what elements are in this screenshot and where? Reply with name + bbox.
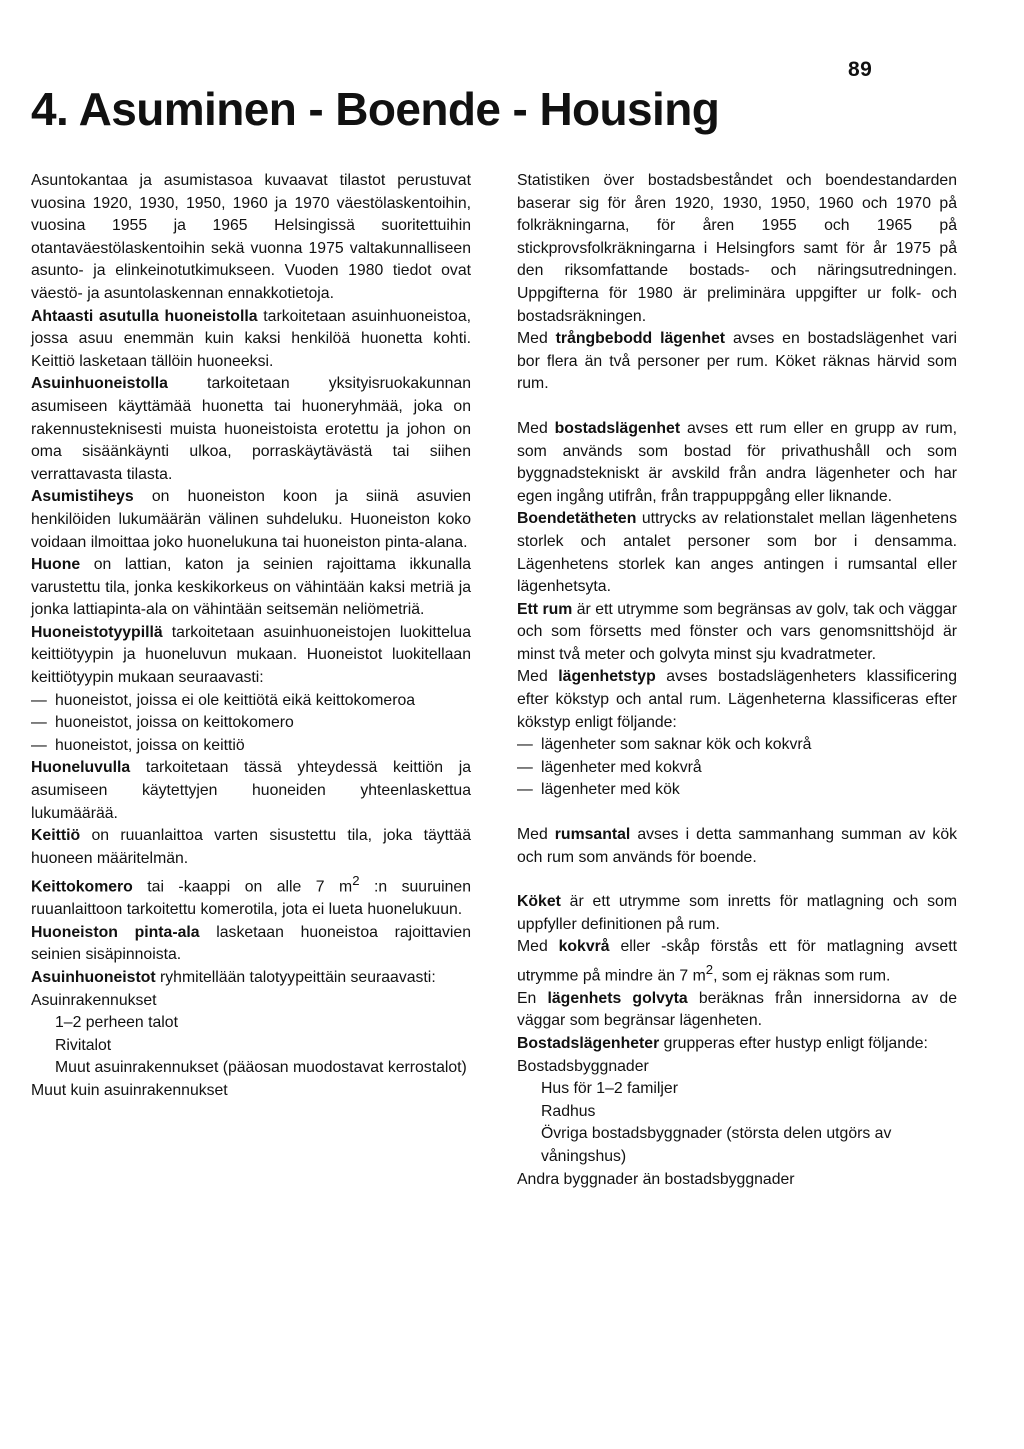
list-heading: Asuinrakennukset: [31, 991, 157, 1009]
dash-icon: —: [31, 691, 47, 709]
fi-term: Asumistiheys: [31, 488, 134, 506]
list-item: Andra byggnader än bostadsbyggnader: [517, 1170, 795, 1188]
list-item: Muut kuin asuinrakennukset: [31, 1082, 228, 1100]
fi-term: Huoneluvulla: [31, 759, 131, 777]
fi-definition-huoneluku: Huoneluvulla tarkoitetaan tässä yhteydessä keittiön ja asumiseen käytettyjen huoneiden yhteenlaskettua lukumäärää.: [31, 759, 471, 822]
swedish-column: [517, 170, 957, 1191]
sv-term: rumsantal: [554, 826, 631, 844]
fi-term: Asuinhuoneistolla: [31, 375, 168, 393]
sv-term: Boendetätheten: [517, 510, 637, 528]
sv-definition-lagenhetstyp: Med lägenhetstyp avses bostadslägenheters klassificering efter kökstyp och antal rum. Lägenheterna klassificeras efter kökstyp enligt följande:: [517, 668, 957, 731]
sv-term: lägenhets golvyta: [547, 989, 688, 1007]
fi-term: Huoneiston pinta-ala: [31, 923, 200, 941]
sv-definition-kokvra: Med kokvrå eller -skåp förstås ett för matlagning avsett utrymme på mindre än 7 $m^2$, som ej räknas som rum.: [517, 938, 957, 985]
list-item: Rivitalot: [55, 1036, 112, 1054]
fi-definition-huone: Huone on lattian, katon ja seinien rajoittama ikkunalla varustettu tila, jonka keskikorkeus on vähintään kaksi metriä ja jonka lattiapinta-ala on vähintään seitsemän neliömetriä.: [31, 556, 471, 619]
list-item: — lägenheter med kök: [517, 779, 957, 802]
dash-icon: —: [517, 758, 533, 776]
fi-definition-huoneistotyyppi: Huoneistotyypillä tarkoitetaan asuinhuoneistojen luokittelua keittiötyypin ja huoneluvun mukaan. Huoneistot luokitellaan keittiötyypin mukaan seuraavasti:: [31, 623, 471, 687]
sv-term: bostadslägenhet: [554, 419, 681, 437]
sv-definition-golvyta: En lägenhets golvyta beräknas från innersidorna av de väggar som begränsar lägenheten.: [517, 989, 957, 1030]
fi-building-list: [31, 990, 471, 1103]
sv-term: lägenhetstyp: [558, 668, 656, 686]
sv-definition-trangbebodd: Med trångbebodd lägenhet avses en bostadslägenhet vari bor flera än två personer per rum. Köket räknas härvid som rum.: [517, 330, 957, 393]
sv-definition-boendetathet: Boendetätheten uttrycks av relationstalet mellan lägenhetens storlek och antalet personer som bor i densamma. Lägenhetens storlek kan anges antingen i rumsantal eller lägenhetsyta.: [517, 510, 957, 596]
fi-term: Keittiö: [31, 827, 81, 845]
sv-term: Ett rum: [517, 600, 573, 618]
list-item: — huoneistot, joissa ei ole keittiötä eikä keittokomeroa: [31, 690, 471, 713]
fi-definition-ahtaasti: Ahtaasti asutulla huoneistolla tarkoitetaan asuinhuoneistoa, jossa asuu enemmän kuin kaksi henkilöä huonetta kohti. Keittiö lasketaan tällöin huoneeksi.: [31, 307, 472, 370]
fi-term: Asuinhuoneistot: [31, 969, 156, 987]
fi-intro: Asuntokantaa ja asumistasoa kuvaavat tilastot perustuvat vuosina 1920, 1930, 1950, 1960 ja 1970 väestölaskentoihin, vuosina 1955 ja 1965 Helsingissä suoritettuihin otantaväestölaskentoihin sekä vuonna 1975 valtakunnalliseen asunto- ja elinkeinotutkimukseen. Vuoden 1980 tiedot ovat väestö- ja asuntolaskennan ennakkotietoja.: [31, 172, 471, 302]
sv-intro: Statistiken över bostadsbeståndet och boendestandarden baserar sig för åren 1920, 1930, 1950, 1960 och 1970 på folkräkningarna, för åren 1955 och 1965 på stickprovsfolkräkningarna i Helsingfors samt för år 1975 på den riksomfattande bostads- och näringsutredningen. Uppgifterna för 1980 är preliminära uppgifter ur folk- och bostadsräkningen.: [517, 172, 957, 325]
fi-term: Keittokomero: [31, 878, 133, 896]
list-item: Radhus: [541, 1102, 596, 1120]
dash-icon: —: [517, 781, 533, 799]
fi-definition-keittio: Keittiö on ruuanlaittoa varten sisustettu tila, joka täyttää huoneen määritelmän.: [31, 827, 471, 867]
dash-icon: —: [517, 736, 533, 754]
list-item: — huoneistot, joissa on keittokomero: [31, 712, 471, 735]
list-item: Hus för 1–2 familjer: [541, 1080, 678, 1098]
list-item: — huoneistot, joissa on keittiö: [31, 735, 471, 758]
fi-definition-keittokomero: Keittokomero tai -kaappi on alle 7 $m^2$ :n suuruinen ruuanlaittoon tarkoitettu komerotila, jota ei lueta huonelukuun.: [31, 873, 471, 919]
dash-icon: —: [31, 736, 47, 754]
list-item: Muut asuinrakennukset (pääosan muodostavat kerrostalot): [55, 1059, 467, 1077]
list-item: Övriga bostadsbyggnader (största delen utgörs av våningshus): [541, 1125, 892, 1166]
sv-term: Bostadslägenheter: [517, 1035, 660, 1053]
finnish-column: [31, 170, 471, 1103]
page-number: 89: [848, 58, 873, 81]
sv-definition-bostadslagenhet: Med bostadslägenhet avses ett rum eller en grupp av rum, som används som bostad för privathushåll och som byggnadstekniskt är avskild från andra lägenheter och har egen ingång utifrån, från trappuppgång eller liknande.: [517, 419, 957, 505]
sv-building-list: [517, 1056, 957, 1192]
fi-term: Ahtaasti asutulla huoneistolla: [31, 307, 258, 325]
sv-definition-rum: Ett rum är ett utrymme som begränsas av golv, tak och väggar och som försetts med fönster och vars genomsnittshöjd är minst två meter och golvyta minst sju kvadratmeter.: [517, 600, 957, 663]
fi-type-list: [31, 690, 471, 758]
page-title: 4. Asuminen - Boende - Housing: [31, 83, 720, 135]
fi-definition-asuinhuoneisto: Asuinhuoneistolla tarkoitetaan yksityisruokakunnan asumiseen käyttämää huonetta tai huoneryhmää, joka on rakennusteknisesti muista huoneistoista erotettu ja johon on oma sisäänkäynti ulkoa, porraskäytävästä tai siihen verrattavasta tilasta.: [31, 375, 471, 483]
fi-definition-asumistiheys: Asumistiheys on huoneiston koon ja siinä asuvien henkilöiden lukumäärän välinen suhdeluku. Huoneiston koko voidaan ilmoittaa joko huonelukuna tai huoneiston pinta-alana.: [31, 488, 471, 551]
fi-term: Huone: [31, 556, 81, 574]
fi-definition-pinta-ala: Huoneiston pinta-ala lasketaan huoneistoa rajoittavien seinien sisäpinnoista.: [31, 923, 471, 964]
list-item: — lägenheter som saknar kök och kokvrå: [517, 734, 957, 757]
fi-term: Huoneistotyypillä: [31, 623, 163, 641]
fi-definition-ryhmittely: Asuinhuoneistot ryhmitellään talotyypeittäin seuraavasti:: [31, 969, 436, 987]
sv-term: kokvrå: [558, 938, 610, 956]
list-heading: Bostadsbyggnader: [517, 1057, 649, 1075]
sv-definition-koket: Köket är ett utrymme som inretts för matlagning och som uppfyller definitionen på rum.: [517, 893, 957, 933]
sv-definition-gruppering: Bostadslägenheter grupperas efter hustyp enligt följande:: [517, 1035, 928, 1053]
sv-term: Köket: [517, 893, 561, 911]
sv-type-list: [517, 734, 957, 802]
sv-definition-rumsantal: Med rumsantal avses i detta sammanhang summan av kök och rum som används för boende.: [517, 826, 958, 866]
list-item: — lägenheter med kokvrå: [517, 757, 957, 780]
dash-icon: —: [31, 714, 47, 732]
sv-term: trångbebodd lägenhet: [555, 330, 726, 348]
list-item: 1–2 perheen talot: [55, 1014, 178, 1032]
